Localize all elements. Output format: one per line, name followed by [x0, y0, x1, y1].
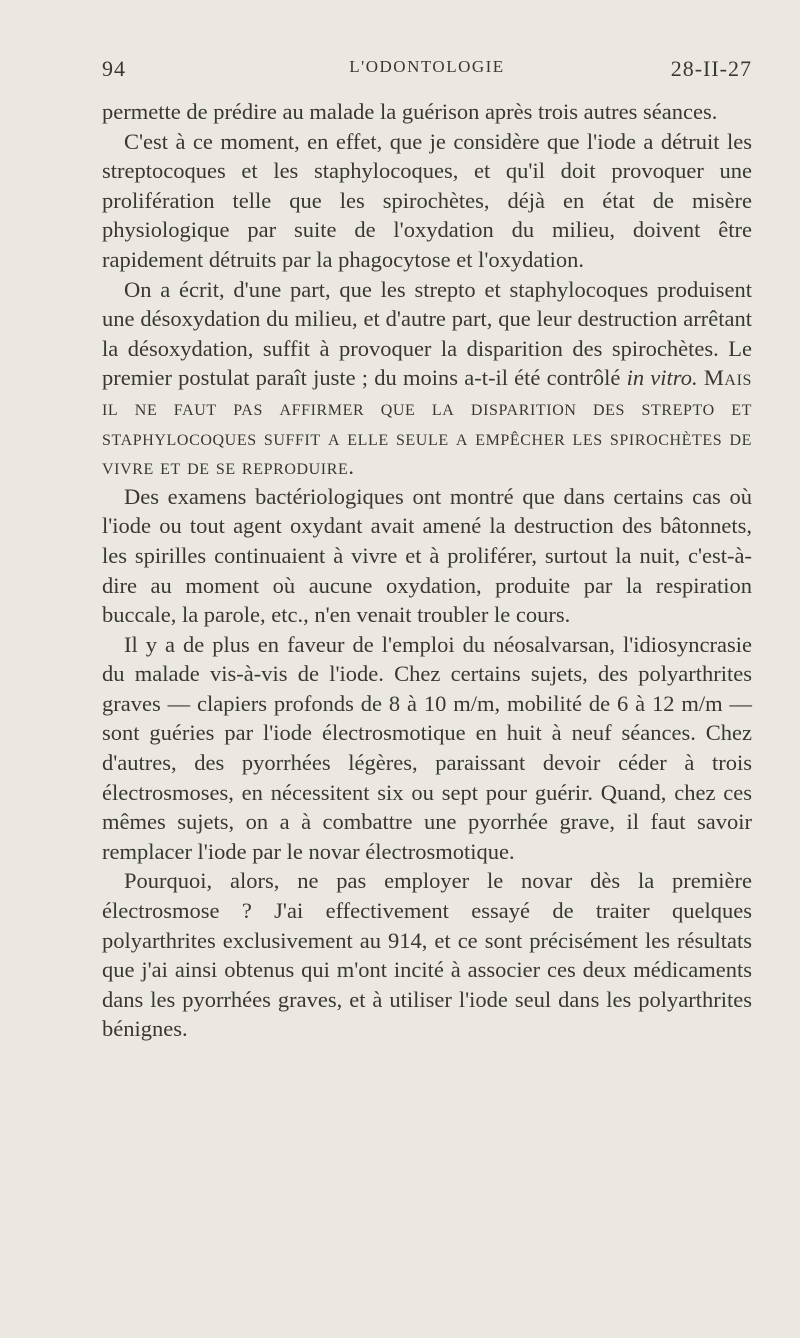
running-title: L'ODONTOLOGIE	[349, 57, 505, 76]
paragraph-continuation: permette de prédire au malade la guérison après trois autres séances.	[102, 99, 718, 124]
paragraph: Il y a de plus en faveur de l'emploi du néosalvarsan, l'idiosyncrasie du malade vis-à-vis de l'iode. Chez certains sujets, des polyarthrites graves — clapiers profonds de 8 à 10 m/m, mobilité de 6 à 12 m/m — sont guéries par l'iode électrosmotique en huit à neuf séances. Chez d'autres, des pyorrhées légères, paraissant devoir céder à trois électrosmoses, en nécessitent six ou sept pour guérir. Quand, chez ces mêmes sujets, on a à combattre une pyorrhée grave, il faut savoir remplacer l'iode par le novar électrosmotique.	[102, 631, 752, 864]
paragraph	[102, 275, 752, 482]
page-number: 94	[102, 56, 126, 81]
small-caps-emphasis: Mais il ne faut pas affirmer que la disparition des strepto et staphylocoques suffit a elle seule a empêcher les spirochètes de vivre et de se reproduire.	[102, 365, 752, 480]
paragraph: Des examens bactériologiques ont montré que dans certains cas où l'iode ou tout agent oxydant avait amené la destruction des bâtonnets, les spirilles continuaient à vivre et à proliférer, surtout la nuit, c'est-à-dire au moment où aucune oxydation, produite par la respiration buccale, la parole, etc., n'en venait troubler le cours.	[102, 483, 752, 628]
paragraph-text: On a écrit, d'une part, que les strepto et staphylocoques produisent une désoxydation du milieu, et d'autre part, que leur destruction arrêtant la désoxydation, suffit à provoquer la disparition des spirochètes. Le premier postulat paraît juste ; du moins a-t-il été contrôlé	[102, 276, 752, 391]
paragraph: Pourquoi, alors, ne pas employer le novar dès la première électrosmose ? J'ai effectivement essayé de traiter quelques polyarthrites exclusivement au 914, et ce sont précisément les résultats que j'ai ainsi obtenus qui m'ont incité à associer ces deux médicaments dans les pyorrhées graves, et à utiliser l'iode seul dans les polyarthrites bénignes.	[102, 868, 752, 1042]
paragraph: C'est à ce moment, en effet, que je considère que l'iode a détruit les streptocoques et les staphylocoques, et qu'il doit provoquer une prolifération telle que les spirochètes, déjà en état de misère physiologique par suite de l'oxydation du milieu, doivent être rapidement détruits par la phagocytose et l'oxydation.	[102, 128, 752, 272]
body-text	[102, 97, 752, 1044]
italic-phrase: in vitro.	[626, 365, 698, 391]
page-header	[102, 56, 752, 86]
issue-date: 28-II-27	[670, 56, 752, 81]
